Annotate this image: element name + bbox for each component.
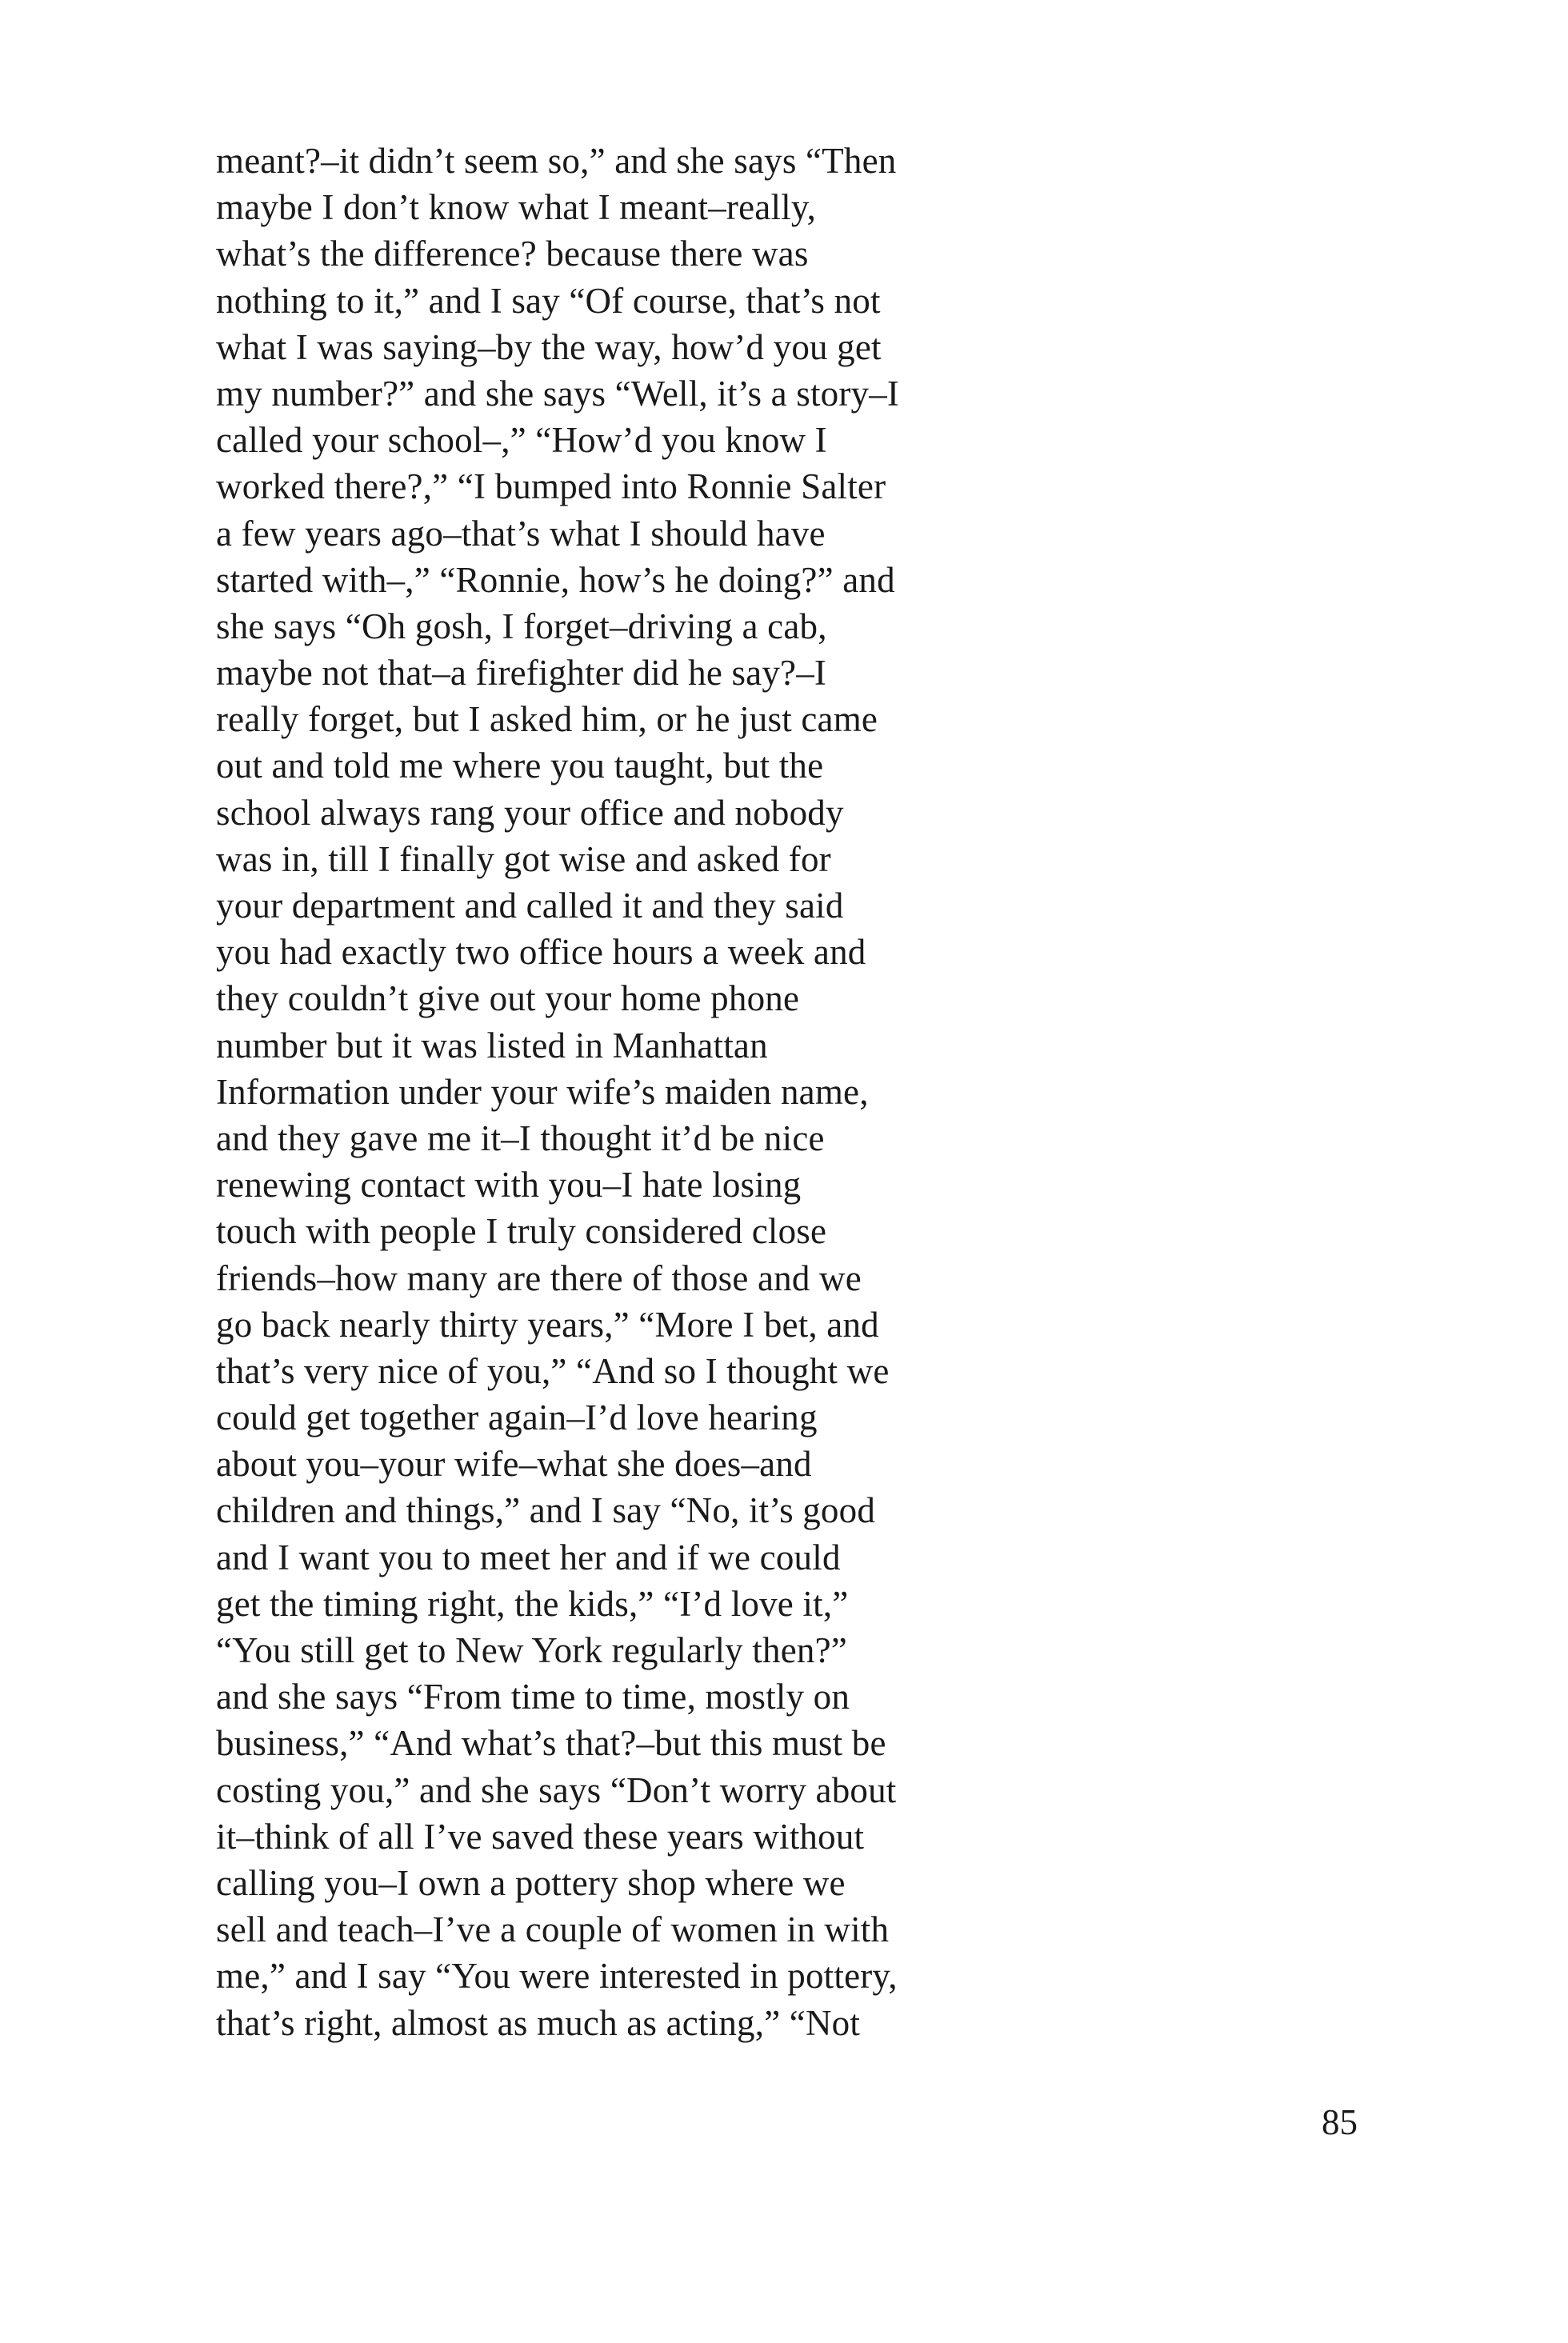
text-line: really forget, but I asked him, or he just came	[216, 699, 878, 740]
text-line: your department and called it and they said	[216, 886, 844, 926]
body-text	[216, 138, 1320, 2046]
text-line: you had exactly two office hours a week and	[216, 932, 866, 973]
text-line: number but it was listed in Manhattan	[216, 1025, 768, 1066]
text-line: worked there?,” “I bumped into Ronnie Salter	[216, 466, 886, 507]
text-line: could get together again–I’d love hearing	[216, 1397, 818, 1438]
text-line: me,” and I say “You were interested in pottery,	[216, 1956, 898, 1997]
text-line: what’s the difference? because there was	[216, 234, 809, 274]
text-line: maybe I don’t know what I meant–really,	[216, 187, 817, 228]
text-line: get the timing right, the kids,” “I’d love it,”	[216, 1583, 849, 1624]
text-line: it–think of all I’ve saved these years without	[216, 1816, 865, 1857]
text-line: called your school–,” “How’d you know I	[216, 420, 827, 461]
text-line: was in, till I finally got wise and asked for	[216, 838, 831, 879]
text-line: a few years ago–that’s what I should have	[216, 513, 826, 554]
text-line: Information under your wife’s maiden name,	[216, 1071, 869, 1112]
text-line: that’s right, almost as much as acting,” “Not	[216, 2002, 861, 2043]
text-line: meant?–it didn’t seem so,” and she says “Then	[216, 141, 897, 181]
text-line: friends–how many are there of those and we	[216, 1257, 862, 1298]
text-line: they couldn’t give out your home phone	[216, 978, 800, 1019]
text-line: children and things,” and I say “No, it’s good	[216, 1490, 876, 1531]
text-line: started with–,” “Ronnie, how’s he doing?” and	[216, 559, 895, 600]
text-line: about you–your wife–what she does–and	[216, 1444, 812, 1485]
text-line: out and told me where you taught, but the	[216, 746, 824, 786]
text-line: and I want you to meet her and if we could	[216, 1537, 841, 1577]
text-line: go back nearly thirty years,” “More I bet, and	[216, 1304, 879, 1345]
text-line: “You still get to New York regularly then?”	[216, 1630, 847, 1670]
text-line: touch with people I truly considered close	[216, 1211, 827, 1252]
text-line: costing you,” and she says “Don’t worry about	[216, 1769, 897, 1810]
text-line: that’s very nice of you,” “And so I thought we	[216, 1350, 890, 1391]
text-line: nothing to it,” and I say “Of course, that’s not	[216, 280, 881, 321]
text-line: sell and teach–I’ve a couple of women in with	[216, 1909, 890, 1950]
text-line: my number?” and she says “Well, it’s a story–I	[216, 373, 900, 414]
text-line: maybe not that–a firefighter did he say?–I	[216, 653, 827, 694]
text-line: renewing contact with you–I hate losing	[216, 1165, 802, 1205]
page-number: 85	[1322, 2102, 1358, 2142]
text-line: what I was saying–by the way, how’d you get	[216, 326, 882, 367]
text-line: calling you–I own a pottery shop where we	[216, 1862, 846, 1903]
text-line: and they gave me it–I thought it’d be nice	[216, 1118, 825, 1158]
text-line: school always rang your office and nobody	[216, 792, 844, 833]
text-line: she says “Oh gosh, I forget–driving a cab,	[216, 606, 827, 646]
text-line: and she says “From time to time, mostly on	[216, 1677, 850, 1717]
text-line: business,” “And what’s that?–but this must be	[216, 1723, 886, 1764]
